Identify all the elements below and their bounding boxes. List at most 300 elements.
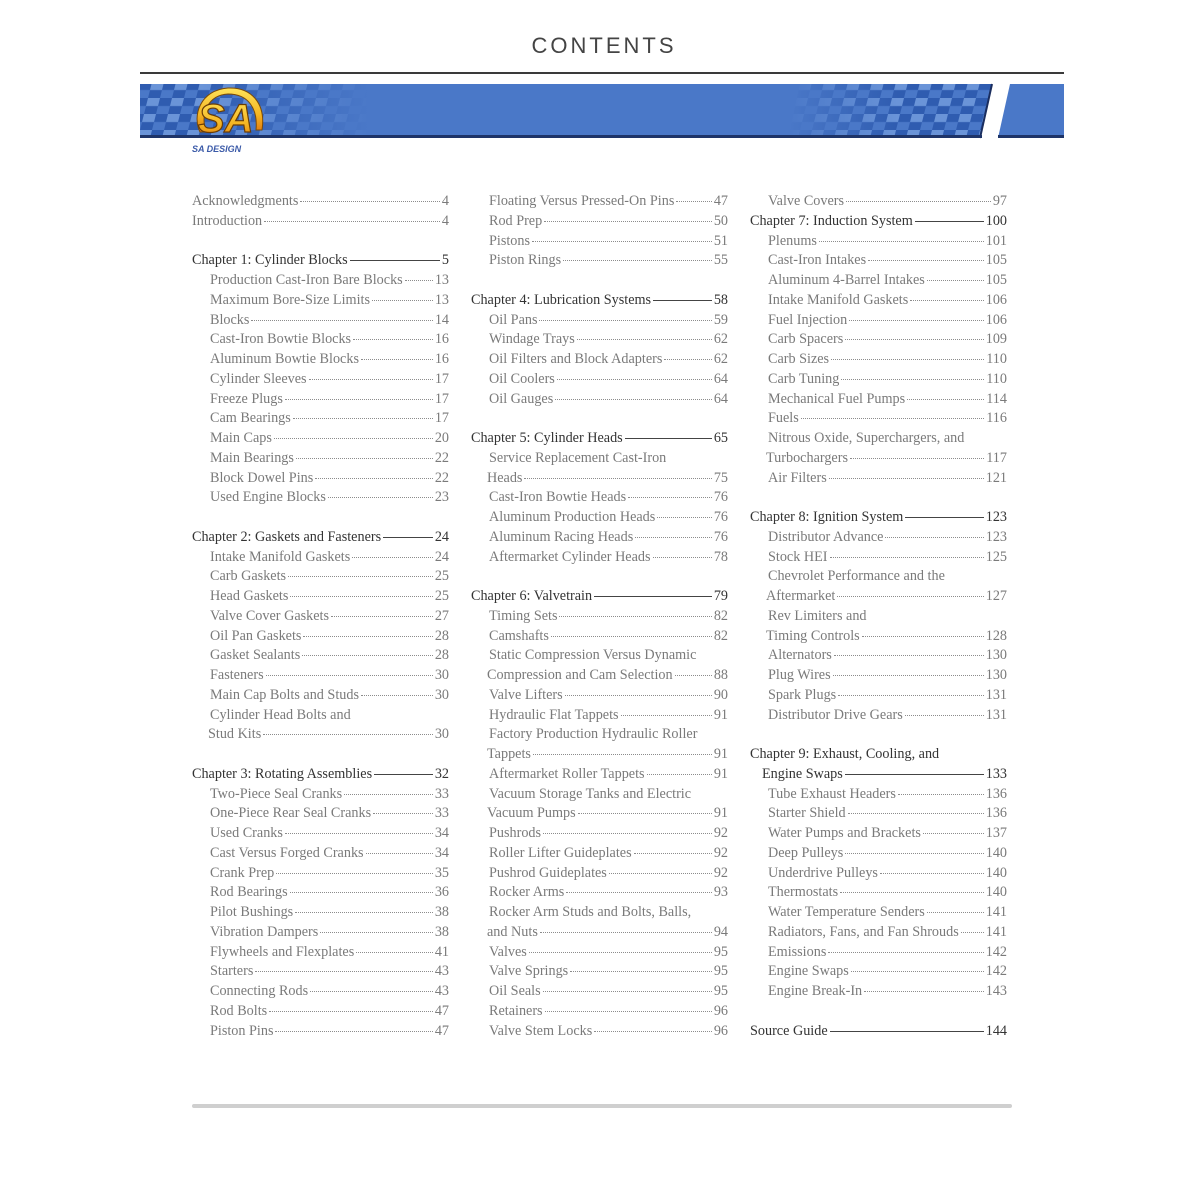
toc-entry[interactable] <box>750 291 1007 311</box>
toc-spacer <box>192 232 449 252</box>
toc-entry[interactable] <box>471 330 728 350</box>
toc-entry-label-line1[interactable]: Service Replacement Cast-Iron <box>489 449 667 466</box>
toc-entry-label: Retainers <box>489 1002 543 1019</box>
toc-entry[interactable] <box>750 646 1007 666</box>
dot-leader <box>366 853 433 854</box>
toc-entry-label: Blocks <box>210 311 250 328</box>
toc-entry-label: Camshafts <box>489 627 549 644</box>
toc-entry[interactable] <box>192 469 449 489</box>
dot-leader <box>841 379 984 380</box>
toc-entry[interactable] <box>471 548 728 568</box>
toc-entry[interactable] <box>192 587 449 607</box>
toc-entry[interactable] <box>192 548 449 568</box>
toc-page-number: 30 <box>434 726 449 743</box>
toc-page-number: 76 <box>713 489 728 506</box>
dot-leader <box>594 596 712 597</box>
dot-leader <box>524 478 711 479</box>
toc-chapter-entry[interactable] <box>471 291 728 311</box>
dot-leader <box>251 320 432 321</box>
toc-entry[interactable] <box>471 192 728 212</box>
toc-entry-label: Radiators, Fans, and Fan Shrouds <box>768 923 959 940</box>
toc-entry-label: Intake Manifold Gaskets <box>210 548 351 565</box>
toc-column-2 <box>471 192 728 1041</box>
toc-entry[interactable] <box>750 962 1007 982</box>
toc-page-number: 4 <box>441 193 449 209</box>
toc-entry-label: Cast-Iron Intakes <box>768 252 867 269</box>
toc-entry[interactable] <box>750 903 1007 923</box>
toc-page-number: 28 <box>434 627 449 644</box>
toc-page-number: 117 <box>986 449 1007 466</box>
toc-entry[interactable] <box>471 883 728 903</box>
toc-entry[interactable] <box>750 548 1007 568</box>
dot-leader <box>405 280 433 281</box>
toc-entry[interactable] <box>192 311 449 331</box>
toc-page-number: 91 <box>713 746 728 762</box>
dot-leader <box>840 892 984 893</box>
toc-page-number: 64 <box>713 370 728 387</box>
toc-entry[interactable] <box>192 646 449 666</box>
dot-leader <box>303 636 432 637</box>
toc-entry-label: Intake Manifold Gaskets <box>768 291 909 308</box>
toc-page-number: 100 <box>985 212 1007 229</box>
dot-leader <box>647 774 712 775</box>
checkered-banner <box>140 82 1064 140</box>
toc-entry-label-line1[interactable]: Static Compression Versus Dynamic <box>489 647 697 664</box>
toc-page-number: 76 <box>713 509 728 525</box>
dot-leader <box>570 971 712 972</box>
toc-entry[interactable] <box>750 923 1007 943</box>
toc-entry-label: Vibration Dampers <box>210 923 319 940</box>
toc-page-number: 123 <box>985 528 1007 545</box>
toc-entry-label-line1[interactable]: Chapter 9: Exhaust, Cooling, and <box>750 746 940 762</box>
toc-entry-label: and Nuts <box>487 923 538 940</box>
dot-leader <box>293 418 433 419</box>
dot-leader <box>310 991 433 992</box>
toc-entry[interactable] <box>471 627 728 647</box>
dot-leader <box>361 695 433 696</box>
toc-page-number: 36 <box>434 884 449 901</box>
dot-leader <box>828 952 983 953</box>
toc-page-number: 23 <box>434 489 449 506</box>
toc-page-number: 14 <box>434 311 449 328</box>
toc-page-number: 47 <box>713 193 728 209</box>
toc-spacer <box>471 271 728 291</box>
dot-leader <box>664 359 711 360</box>
toc-entry[interactable] <box>192 212 449 232</box>
toc-page-number: 25 <box>434 568 449 585</box>
toc-entry-label: Rocker Arms <box>489 884 565 901</box>
toc-entry[interactable] <box>750 251 1007 271</box>
toc-entry-label: Cast-Iron Bowtie Blocks <box>210 331 352 348</box>
toc-entry[interactable] <box>192 666 449 686</box>
toc-entry[interactable] <box>750 627 1007 647</box>
toc-entry[interactable] <box>192 943 449 963</box>
toc-entry-label: Flywheels and Flexplates <box>210 943 355 960</box>
toc-entry[interactable] <box>471 469 728 489</box>
toc-page-number: 16 <box>434 331 449 348</box>
toc-entry[interactable] <box>192 962 449 982</box>
toc-page-number: 64 <box>713 390 728 407</box>
dot-leader <box>540 932 712 933</box>
dot-leader <box>831 359 984 360</box>
toc-chapter-entry[interactable] <box>192 765 449 785</box>
toc-entry[interactable] <box>471 607 728 627</box>
toc-page-number: 131 <box>985 686 1007 703</box>
dot-leader <box>290 892 433 893</box>
toc-page-number: 41 <box>434 943 449 960</box>
dot-leader <box>563 260 712 261</box>
toc-entry-label: Aluminum Bowtie Blocks <box>210 351 359 367</box>
dot-leader <box>275 1031 432 1032</box>
toc-entry-label: Plenums <box>768 232 817 249</box>
toc-entry[interactable] <box>750 943 1007 963</box>
toc-page-number: 136 <box>985 785 1007 802</box>
toc-entry[interactable] <box>192 844 449 864</box>
dot-leader <box>905 517 983 518</box>
dot-leader <box>543 991 712 992</box>
dot-leader <box>837 596 983 597</box>
toc-page-number: 82 <box>713 627 728 644</box>
toc-page-number: 110 <box>986 351 1007 367</box>
toc-entry-label: Timing Controls <box>766 627 860 644</box>
toc-entry[interactable] <box>192 824 449 844</box>
toc-chapter-entry[interactable] <box>192 251 449 271</box>
toc-entry[interactable] <box>471 251 728 271</box>
dot-leader <box>344 794 433 795</box>
dot-leader <box>907 399 984 400</box>
toc-page-number: 55 <box>713 252 728 269</box>
toc-chapter-entry[interactable] <box>471 587 728 607</box>
toc-chapter-entry[interactable] <box>750 212 1007 232</box>
dot-leader <box>834 655 984 656</box>
toc-entry-label: Carb Gaskets <box>210 568 287 585</box>
toc-entry[interactable] <box>750 844 1007 864</box>
toc-entry[interactable] <box>192 686 449 706</box>
toc-page-number: 38 <box>434 904 449 920</box>
toc-entry[interactable] <box>471 666 728 686</box>
toc-page-number: 116 <box>986 410 1007 427</box>
toc-page-number: 13 <box>434 291 449 308</box>
toc-page-number: 34 <box>434 825 449 841</box>
toc-entry[interactable] <box>471 824 728 844</box>
toc-page-number: 142 <box>985 963 1007 980</box>
toc-page-number: 75 <box>713 469 728 486</box>
toc-entry[interactable] <box>192 923 449 943</box>
dot-leader <box>361 359 433 360</box>
toc-entry[interactable] <box>750 271 1007 291</box>
toc-entry[interactable] <box>471 212 728 232</box>
dot-leader <box>544 221 712 222</box>
toc-entry[interactable] <box>192 1022 449 1042</box>
dot-leader <box>657 517 712 518</box>
table-of-contents <box>192 192 1012 1052</box>
toc-entry-label: Distributor Advance <box>768 528 884 545</box>
toc-entry[interactable] <box>750 311 1007 331</box>
dot-leader <box>885 537 983 538</box>
toc-entry[interactable] <box>750 232 1007 252</box>
toc-entry-label: Distributor Drive Gears <box>768 706 903 723</box>
toc-page-number: 96 <box>713 1022 728 1039</box>
toc-entry[interactable] <box>750 390 1007 410</box>
dot-leader <box>331 616 433 617</box>
toc-entry-label: Pushrods <box>489 825 542 841</box>
toc-entry-label: Air Filters <box>768 469 827 486</box>
toc-entry-label: Crank Prep <box>210 864 275 881</box>
dot-leader <box>255 971 432 972</box>
toc-chapter-entry[interactable] <box>750 508 1007 528</box>
toc-entry[interactable] <box>192 429 449 449</box>
toc-page-number: 123 <box>985 509 1007 525</box>
toc-entry[interactable] <box>192 350 449 370</box>
toc-entry-label: Aluminum Racing Heads <box>489 528 634 545</box>
toc-spacer <box>192 508 449 528</box>
toc-entry-label-line1[interactable]: Rocker Arm Studs and Bolts, Balls, <box>489 904 692 920</box>
toc-entry[interactable] <box>750 883 1007 903</box>
dot-leader <box>320 932 433 933</box>
toc-page-number: 65 <box>713 430 728 446</box>
toc-entry[interactable] <box>750 350 1007 370</box>
toc-entry[interactable] <box>471 1002 728 1022</box>
toc-entry[interactable] <box>471 390 728 410</box>
toc-entry[interactable] <box>471 706 728 726</box>
toc-entry-label: Pushrod Guideplates <box>489 864 607 881</box>
toc-entry[interactable] <box>192 449 449 469</box>
toc-page-number: 20 <box>434 430 449 446</box>
toc-entry-label: Fasteners <box>210 667 264 683</box>
toc-entry[interactable] <box>192 271 449 291</box>
toc-entry-label-line1[interactable]: Rev Limiters and <box>768 607 867 624</box>
dot-leader <box>846 201 991 202</box>
toc-entry[interactable] <box>192 725 449 745</box>
toc-entry-label: Chapter 2: Gaskets and Fasteners <box>192 528 382 545</box>
toc-page-number: 128 <box>985 627 1007 644</box>
toc-entry[interactable] <box>471 528 728 548</box>
dot-leader <box>578 813 712 814</box>
toc-entry[interactable] <box>750 666 1007 686</box>
toc-page-number: 143 <box>985 983 1007 999</box>
toc-page-number: 130 <box>985 647 1007 664</box>
toc-page-number: 33 <box>434 785 449 802</box>
toc-page-number: 17 <box>434 390 449 407</box>
toc-entry[interactable] <box>192 409 449 429</box>
toc-page-number: 30 <box>434 686 449 703</box>
dot-leader <box>353 339 433 340</box>
dot-leader <box>819 241 984 242</box>
toc-page-number: 58 <box>713 291 728 308</box>
dot-leader <box>833 675 984 676</box>
dot-leader <box>868 260 984 261</box>
toc-entry-label: Chapter 5: Cylinder Heads <box>471 430 623 446</box>
toc-entry[interactable] <box>471 311 728 331</box>
toc-chapter-entry[interactable] <box>192 528 449 548</box>
toc-entry[interactable] <box>471 765 728 785</box>
toc-page-number: 47 <box>434 1002 449 1019</box>
dot-leader <box>862 636 984 637</box>
toc-entry-label: Fuel Injection <box>768 311 848 328</box>
toc-entry[interactable] <box>471 982 728 1002</box>
toc-entry[interactable] <box>192 330 449 350</box>
toc-entry[interactable] <box>192 883 449 903</box>
toc-entry[interactable] <box>192 370 449 390</box>
toc-entry-label-line1[interactable]: Nitrous Oxide, Superchargers, and <box>768 430 965 446</box>
dot-leader <box>653 557 712 558</box>
toc-entry-label-line1[interactable]: Cylinder Head Bolts and <box>210 706 351 723</box>
dot-leader <box>565 695 712 696</box>
toc-entry[interactable] <box>471 804 728 824</box>
toc-entry[interactable] <box>192 627 449 647</box>
toc-entry-label: Acknowledgments <box>192 193 299 209</box>
toc-entry-label: Oil Gauges <box>489 390 554 407</box>
toc-entry[interactable] <box>750 528 1007 548</box>
dot-leader <box>851 971 984 972</box>
toc-page-number: 91 <box>713 805 728 822</box>
toc-entry-label-line1[interactable]: Chevrolet Performance and the <box>768 568 945 585</box>
toc-entry[interactable] <box>471 1022 728 1042</box>
toc-entry-label: Timing Sets <box>489 607 558 624</box>
toc-entry[interactable] <box>750 686 1007 706</box>
toc-page-number: 130 <box>985 667 1007 683</box>
toc-entry[interactable] <box>192 567 449 587</box>
toc-entry[interactable] <box>750 370 1007 390</box>
dot-leader <box>915 221 984 222</box>
toc-entry[interactable] <box>192 982 449 1002</box>
toc-entry-label: Source Guide <box>750 1022 828 1039</box>
toc-entry[interactable] <box>471 370 728 390</box>
toc-entry-label: Chapter 1: Cylinder Blocks <box>192 252 348 269</box>
toc-entry[interactable] <box>471 962 728 982</box>
toc-page-number: 76 <box>713 528 728 545</box>
toc-spacer <box>471 567 728 587</box>
toc-entry-label: Oil Seals <box>489 983 541 999</box>
toc-entry-label: Aftermarket <box>766 588 836 604</box>
toc-entry[interactable] <box>750 864 1007 884</box>
toc-entry[interactable] <box>750 449 1007 469</box>
toc-chapter-entry[interactable] <box>471 429 728 449</box>
toc-entry[interactable] <box>471 232 728 252</box>
toc-entry-label-line1[interactable]: Factory Production Hydraulic Roller <box>489 726 698 743</box>
toc-page-number: 34 <box>434 844 449 861</box>
toc-entry[interactable] <box>750 982 1007 1002</box>
toc-page-number: 125 <box>985 548 1007 565</box>
toc-entry-label: Rod Prep <box>489 212 543 229</box>
dot-leader <box>577 339 712 340</box>
toc-entry[interactable] <box>750 824 1007 844</box>
toc-entry-label: Aftermarket Cylinder Heads <box>489 548 651 565</box>
toc-entry-label: Chapter 3: Rotating Assemblies <box>192 765 373 782</box>
toc-entry[interactable] <box>192 804 449 824</box>
toc-entry-label: Starters <box>210 963 254 980</box>
toc-entry-label: Aluminum Production Heads <box>489 509 656 525</box>
toc-page-number: 17 <box>434 370 449 387</box>
toc-entry[interactable] <box>471 844 728 864</box>
toc-page-number: 16 <box>434 351 449 367</box>
dot-leader <box>898 794 984 795</box>
toc-entry[interactable] <box>471 488 728 508</box>
toc-entry-label: Fuels <box>768 410 799 427</box>
toc-page-number: 59 <box>713 311 728 328</box>
toc-spacer <box>750 1002 1007 1022</box>
toc-entry[interactable] <box>750 469 1007 489</box>
toc-spacer <box>750 488 1007 508</box>
toc-entry[interactable] <box>192 192 449 212</box>
toc-entry-label: Roller Lifter Guideplates <box>489 844 632 861</box>
toc-spacer <box>192 745 449 765</box>
toc-entry[interactable] <box>750 706 1007 726</box>
toc-entry[interactable] <box>192 1002 449 1022</box>
toc-entry-label: Hydraulic Flat Tappets <box>489 706 619 723</box>
toc-entry-label: Deep Pulleys <box>768 844 844 861</box>
toc-entry[interactable] <box>471 745 728 765</box>
dot-leader <box>927 280 984 281</box>
toc-entry[interactable] <box>192 390 449 410</box>
dot-leader <box>276 873 433 874</box>
toc-entry-label: Freeze Plugs <box>210 390 283 407</box>
toc-page-number: 96 <box>713 1002 728 1019</box>
toc-entry-label: Gasket Sealants <box>210 647 301 664</box>
toc-entry[interactable] <box>471 923 728 943</box>
toc-entry[interactable] <box>192 291 449 311</box>
dot-leader <box>864 991 984 992</box>
toc-entry-label: Engine Swaps <box>768 963 849 980</box>
toc-entry[interactable] <box>192 864 449 884</box>
toc-entry[interactable] <box>471 350 728 370</box>
toc-chapter-entry[interactable] <box>750 1022 1007 1042</box>
dot-leader <box>830 1031 984 1032</box>
dot-leader <box>653 300 712 301</box>
dot-leader <box>830 557 984 558</box>
toc-chapter-entry[interactable] <box>750 765 1007 785</box>
toc-entry[interactable] <box>471 508 728 528</box>
toc-entry-label: Aftermarket Roller Tappets <box>489 765 645 782</box>
toc-entry-label: Engine Break-In <box>768 983 863 999</box>
toc-entry[interactable] <box>192 607 449 627</box>
toc-entry[interactable] <box>471 864 728 884</box>
toc-entry-label: Emissions <box>768 943 827 960</box>
toc-entry-label: Oil Filters and Block Adapters <box>489 351 663 367</box>
toc-entry[interactable] <box>750 330 1007 350</box>
dot-leader <box>551 636 712 637</box>
svg-text:SA DESIGN: SA DESIGN <box>192 144 242 154</box>
dot-leader <box>923 833 984 834</box>
toc-entry[interactable] <box>750 192 1007 212</box>
toc-page-number: 28 <box>434 647 449 664</box>
dot-leader <box>961 932 984 933</box>
toc-entry[interactable] <box>192 903 449 923</box>
toc-entry[interactable] <box>750 587 1007 607</box>
toc-page-number: 24 <box>434 528 449 545</box>
toc-entry[interactable] <box>750 409 1007 429</box>
toc-entry-label-line1[interactable]: Vacuum Storage Tanks and Electric <box>489 785 692 802</box>
dot-leader <box>300 201 440 202</box>
toc-entry[interactable] <box>471 686 728 706</box>
dot-leader <box>621 715 712 716</box>
dot-leader <box>302 655 433 656</box>
toc-entry[interactable] <box>471 943 728 963</box>
dot-leader <box>328 497 433 498</box>
dot-leader <box>350 260 440 261</box>
dot-leader <box>557 379 712 380</box>
toc-entry[interactable] <box>192 785 449 805</box>
toc-entry-label: Chapter 4: Lubrication Systems <box>471 291 652 308</box>
toc-entry[interactable] <box>192 488 449 508</box>
toc-page-number: 22 <box>434 449 449 466</box>
toc-entry[interactable] <box>750 804 1007 824</box>
dot-leader <box>372 300 433 301</box>
toc-entry-label: Carb Spacers <box>768 331 844 348</box>
toc-entry-label: Piston Rings <box>489 252 562 269</box>
toc-entry[interactable] <box>750 785 1007 805</box>
dot-leader <box>625 438 712 439</box>
